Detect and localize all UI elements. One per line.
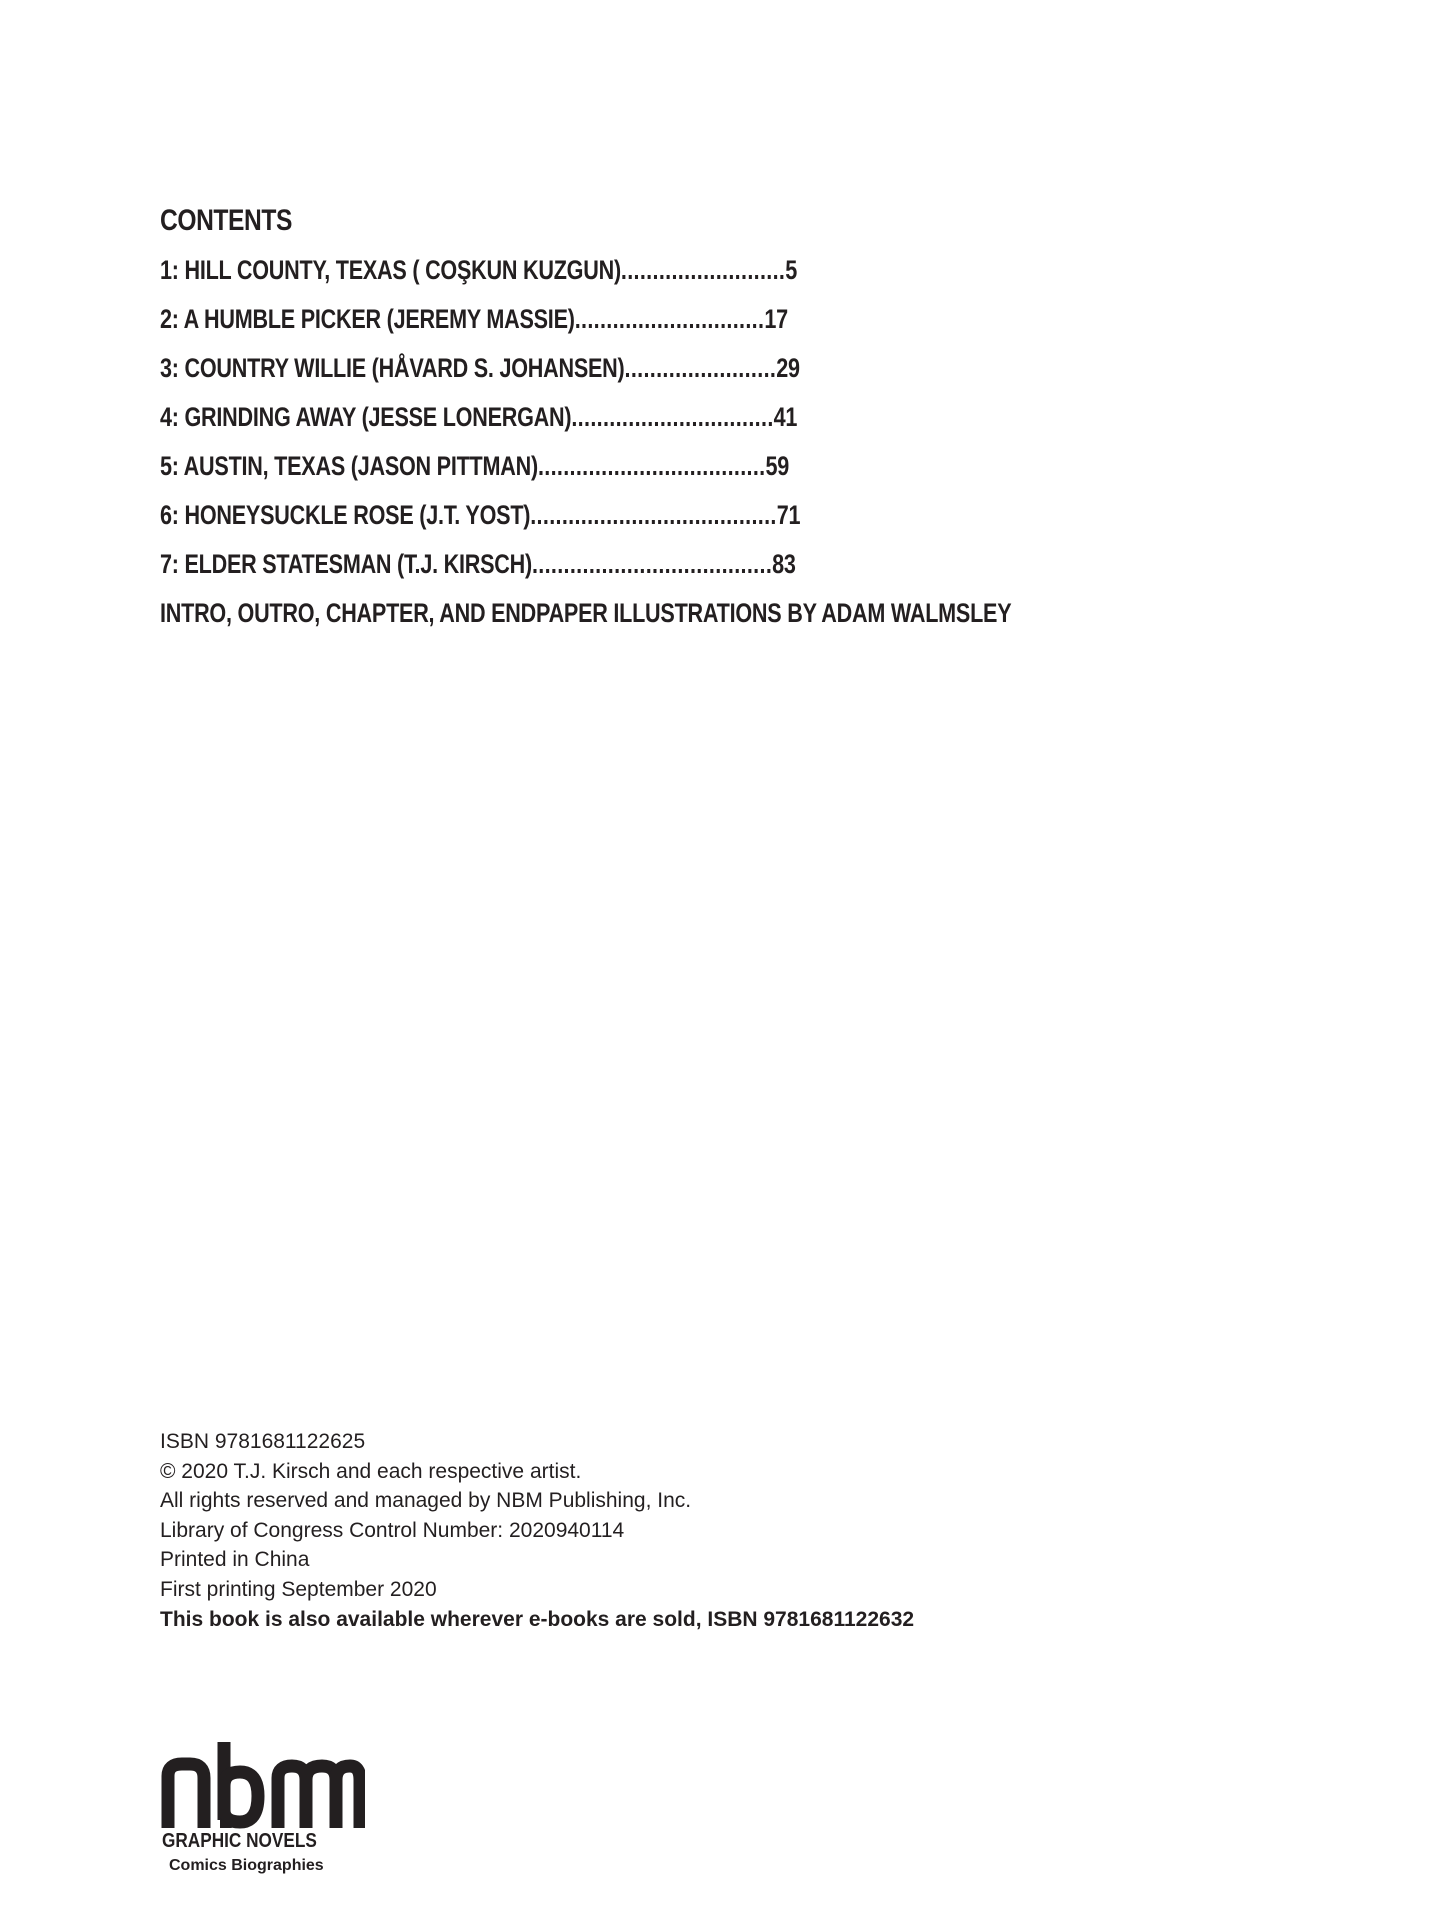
publisher-logo <box>160 1738 370 1888</box>
toc-entry-2[interactable] <box>160 297 788 346</box>
rights-line: All rights reserved and managed by NBM Publishing, Inc. <box>160 1489 692 1513</box>
toc-list <box>160 248 960 591</box>
toc-entry-3[interactable] <box>160 346 800 395</box>
contents-heading: CONTENTS <box>160 204 293 237</box>
toc-leader-dots: ........................ <box>624 353 777 383</box>
ebook-availability-line: This book is also available wherever e-books are sold, ISBN 9781681122632 <box>160 1607 915 1631</box>
loc-control-number: Library of Congress Control Number: 2020940114 <box>160 1518 625 1542</box>
table-of-contents <box>160 198 1012 637</box>
toc-leader-dots: .......................... <box>620 255 786 285</box>
toc-entry-7[interactable] <box>160 542 796 591</box>
publisher-tagline-primary: GRAPHIC NOVELS <box>162 1830 317 1852</box>
illustration-credit: INTRO, OUTRO, CHAPTER, AND ENDPAPER ILLUSTRATIONS BY ADAM WALMSLEY <box>160 598 1012 628</box>
printed-in-line: Printed in China <box>160 1548 310 1572</box>
toc-entry-page: 29 <box>776 353 800 383</box>
toc-entry-title: 1: HILL COUNTY, TEXAS ( COŞKUN KUZGUN) <box>160 255 621 285</box>
toc-entry-title: 3: COUNTRY WILLIE (HÅVARD S. JOHANSEN) <box>160 353 625 383</box>
toc-entry-title: 2: A HUMBLE PICKER (JEREMY MASSIE) <box>160 304 575 334</box>
toc-leader-dots: .............................. <box>574 304 765 334</box>
toc-leader-dots: ................................ <box>571 402 774 432</box>
isbn-line: ISBN 9781681122625 <box>160 1430 366 1453</box>
toc-entry-page: 41 <box>773 402 798 432</box>
toc-entry-title: 4: GRINDING AWAY (JESSE LONERGAN) <box>160 402 572 432</box>
toc-entry-4[interactable] <box>160 395 798 444</box>
toc-entry-page: 83 <box>772 549 796 579</box>
toc-leader-dots: ....................................... <box>530 500 777 530</box>
toc-entry-1[interactable] <box>160 248 798 297</box>
toc-entry-5[interactable] <box>160 444 790 493</box>
toc-entry-page: 71 <box>776 500 801 530</box>
toc-entry-6[interactable] <box>160 493 801 542</box>
nbm-logo-icon <box>160 1738 365 1830</box>
toc-leader-dots: .................................... <box>537 451 766 481</box>
first-printing-line: First printing September 2020 <box>160 1577 437 1601</box>
toc-leader-dots: ...................................... <box>531 549 773 579</box>
toc-entry-page: 59 <box>765 451 790 481</box>
toc-entry-page: 5 <box>785 255 798 285</box>
toc-entry-title: 6: HONEYSUCKLE ROSE (J.T. YOST) <box>160 500 531 530</box>
copyright-block <box>160 1427 914 1634</box>
publisher-tagline-secondary: Comics Biographies <box>169 1857 324 1874</box>
toc-entry-page: 17 <box>764 304 788 334</box>
toc-entry-title: 7: ELDER STATESMAN (T.J. KIRSCH) <box>160 549 532 579</box>
toc-entry-title: 5: AUSTIN, TEXAS (JASON PITTMAN) <box>160 451 538 481</box>
copyright-line: © 2020 T.J. Kirsch and each respective artist. <box>160 1459 582 1483</box>
